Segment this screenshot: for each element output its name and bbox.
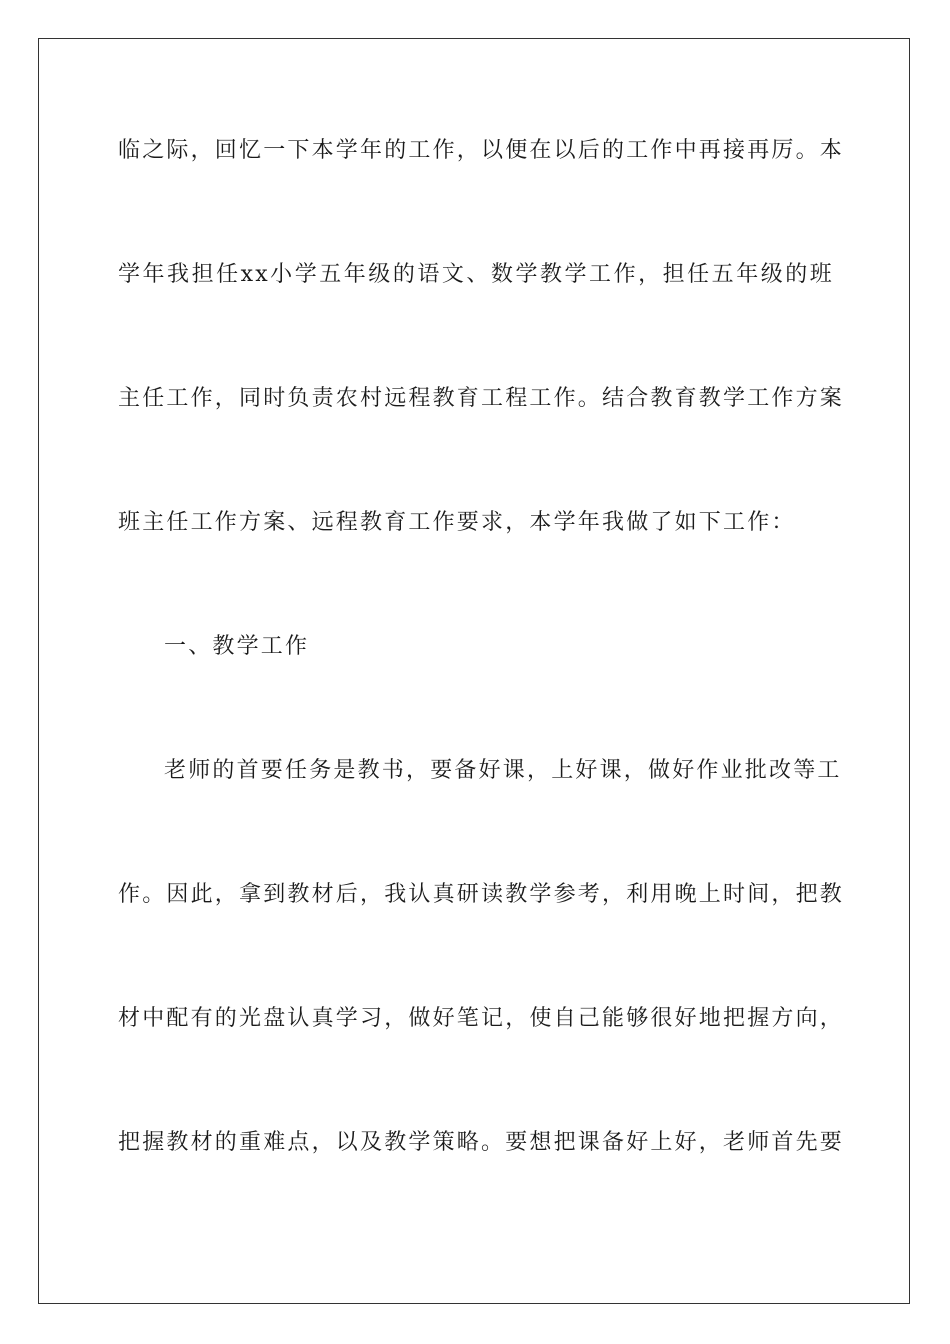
body-line-8: 材中配有的光盘认真学习，做好笔记，使自己能够很好地把握方向， <box>118 1006 845 1031</box>
body-line-6: 老师的首要任务是教书，要备好课，上好课，做好作业批改等工 <box>164 758 842 783</box>
body-line-3: 主任工作，同时负责农村远程教育工程工作。结合教育教学工作方案 <box>118 386 845 411</box>
body-line-2: 学年我担任xx小学五年级的语文、数学教学工作，担任五年级的班 <box>118 262 834 287</box>
body-line-9: 把握教材的重难点，以及教学策略。要想把课备好上好，老师首先要 <box>118 1130 845 1155</box>
page-border <box>38 38 910 1304</box>
body-line-4: 班主任工作方案、远程教育工作要求，本学年我做了如下工作： <box>118 510 796 535</box>
body-line-1: 临之际，回忆一下本学年的工作，以便在以后的工作中再接再厉。本 <box>118 138 845 163</box>
section-heading: 一、教学工作 <box>164 634 310 659</box>
body-line-7: 作。因此，拿到教材后，我认真研读教学参考，利用晚上时间，把教 <box>118 882 845 907</box>
